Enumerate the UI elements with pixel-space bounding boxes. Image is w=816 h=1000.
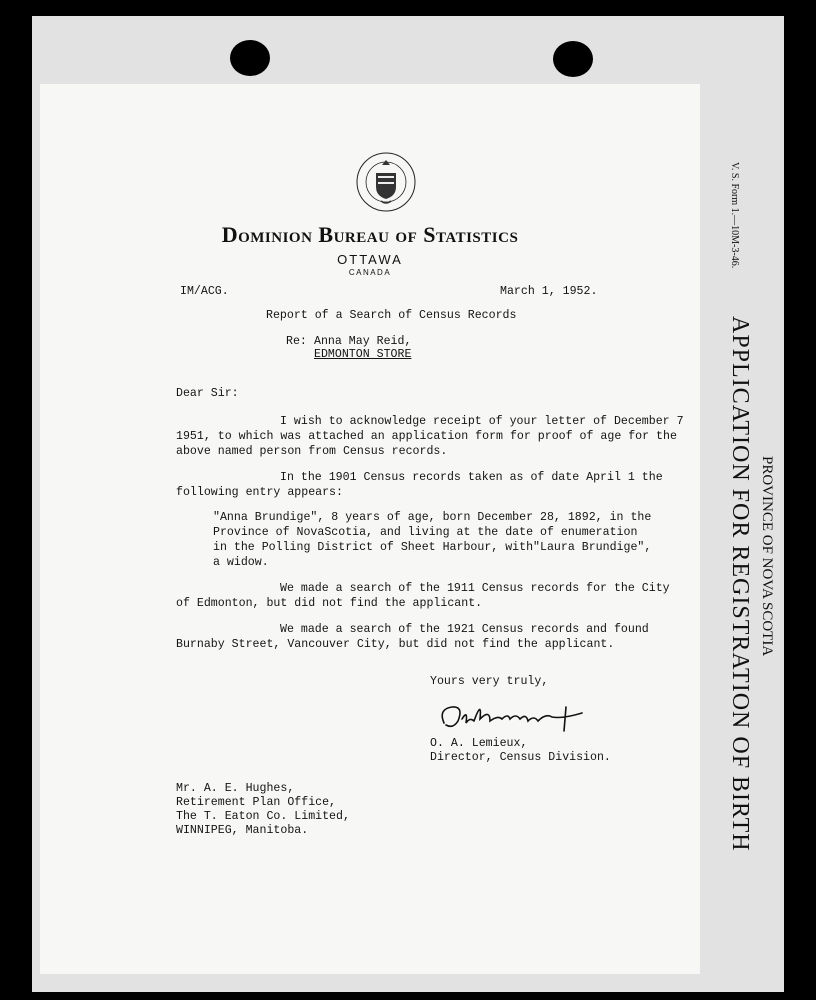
- recipient-line: WINNIPEG, Manitoba.: [176, 824, 309, 837]
- re-label: Re:: [286, 335, 307, 348]
- census-entry-line: a widow.: [213, 556, 269, 569]
- form-number: V. S. Form 1.—10M-3-46.: [729, 162, 740, 269]
- paragraph-line: Burnaby Street, Vancouver City, but did not find the applicant.: [176, 638, 615, 651]
- recipient-line: Retirement Plan Office,: [176, 796, 337, 809]
- letter-subject: Report of a Search of Census Records: [266, 309, 517, 322]
- salutation: Dear Sir:: [176, 387, 239, 400]
- letterhead-country: CANADA: [348, 268, 392, 277]
- census-entry-line: "Anna Brundige", 8 years of age, born December 28, 1892, in the: [213, 511, 652, 524]
- re-name: Anna May Reid,: [314, 335, 412, 348]
- paragraph-line: 1951, to which was attached an application form for proof of age for the: [176, 430, 677, 443]
- paragraph-line: I wish to acknowledge receipt of your letter of December 7: [280, 415, 684, 428]
- letter-date: March 1, 1952.: [500, 285, 598, 298]
- paragraph-line: following entry appears:: [176, 486, 343, 499]
- coat-of-arms-seal: [355, 151, 417, 213]
- recipient-line: The T. Eaton Co. Limited,: [176, 810, 350, 823]
- paragraph-line: We made a search of the 1921 Census records and found: [280, 623, 649, 636]
- census-entry-line: in the Polling District of Sheet Harbour, with"Laura Brundige",: [213, 541, 652, 554]
- form-vertical-title: APPLICATION FOR REGISTRATION OF BIRTH: [727, 316, 753, 852]
- paragraph-line: We made a search of the 1911 Census records for the City: [280, 582, 670, 595]
- signer-name: O. A. Lemieux,: [430, 737, 528, 750]
- letter-page: [40, 84, 700, 974]
- punch-hole: [553, 41, 593, 77]
- closing: Yours very truly,: [430, 675, 549, 688]
- form-province: PROVINCE OF NOVA SCOTIA: [759, 456, 775, 657]
- paragraph-line: of Edmonton, but did not find the applicant.: [176, 597, 483, 610]
- file-reference: IM/ACG.: [180, 285, 229, 298]
- punch-hole: [230, 40, 270, 76]
- handwritten-signature: [438, 701, 608, 735]
- re-store: EDMONTON STORE: [314, 348, 412, 361]
- bureau-name: Dominion Bureau of Statistics: [221, 222, 519, 247]
- recipient-line: Mr. A. E. Hughes,: [176, 782, 295, 795]
- paragraph-line: above named person from Census records.: [176, 445, 448, 458]
- census-entry-line: Province of NovaScotia, and living at the date of enumeration: [213, 526, 638, 539]
- letterhead-city: OTTAWA: [337, 252, 403, 267]
- paragraph-line: In the 1901 Census records taken as of date April 1 the: [280, 471, 663, 484]
- signer-title: Director, Census Division.: [430, 751, 611, 764]
